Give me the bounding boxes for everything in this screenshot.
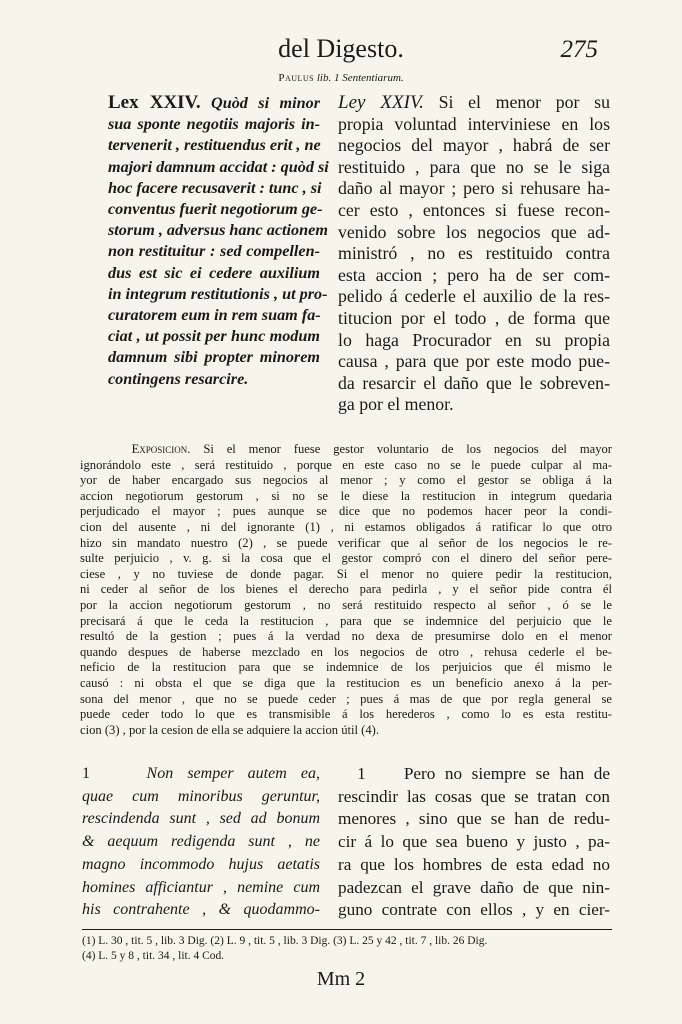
latin-law-heading: Lex XXIV.: [108, 92, 201, 113]
exposicion-line: ni ceder al señor de los bienes el derecho para pedirla , y el señor pide contra él: [80, 582, 612, 597]
latin-law-line: Lex XXIV. Quòd si minor: [108, 92, 321, 113]
exposicion-line: cion (3) , por la cesion de ella se adquiere la accion útil (4).: [80, 722, 379, 737]
spanish-law-line: daño al mayor ; pero si rehusare ha-: [338, 178, 610, 199]
exposicion-line: sulte perjuicio , v. g. si la cosa que el gestor compró con el dinero del señor pere-: [80, 551, 612, 566]
exposicion-line: cion del ausente , ni del ignorante (1) , ni estamos obligados á ratificar lo que otro: [80, 519, 612, 534]
spanish-paragraph-line: menores , sino que se han de redu-: [338, 809, 610, 829]
exposicion-line: precisará á que le ceda la restitucion , para que se indemnice del perjuicio que le: [80, 613, 612, 628]
latin-paragraph-line: homines afficiantur , nemine cum: [82, 878, 320, 896]
latin-paragraph-line: his contrahente , & quodammo-: [82, 901, 320, 919]
latin-law-line: curatorem eum in rem suam fa-: [108, 306, 321, 325]
exposicion-line: quando despues de haberse mezclado en los negocios de otro , rehusa cederle el be-: [80, 644, 612, 659]
running-title: del Digesto.: [278, 34, 404, 63]
page-header: [0, 30, 682, 70]
spanish-law-line: lo haga Procurador en su propia: [338, 329, 610, 350]
footnotes: [82, 934, 612, 964]
spanish-law-line: esta accion ; pero ha de ser com-: [338, 264, 610, 285]
spanish-law-line: restituido , para que no se le siga: [338, 156, 610, 177]
spanish-paragraph-line: guno contrate con ellos , y en cier-: [338, 900, 610, 920]
latin-law-line: contingens resarcire.: [108, 369, 249, 388]
spanish-law-line: da resarcir el daño que le sobreven-: [338, 372, 610, 393]
spanish-law-line: propia voluntad interviniese en los: [338, 113, 610, 134]
footnote: (1) L. 30 , tit. 5 , lib. 3 Dig. (2) L. 9 , tit. 5 , lib. 3 Dig. (3) L. 25 y 42 , tit. 7 , lib. 26 Dig.: [82, 935, 488, 947]
latin-paragraph-line: rescindenda sunt , sed ad bonum: [82, 810, 320, 828]
page-number: 275: [560, 36, 598, 63]
spanish-law-line: ga por el menor.: [338, 394, 454, 415]
spanish-paragraph-line: ra que los hombres de esta edad no: [338, 854, 610, 874]
paragraph-number: 1: [357, 764, 366, 783]
footnote: (4) L. 5 y 8 , tit. 34 , lit. 4 Cod.: [82, 950, 225, 962]
latin-law-line: conventus fuerit negotiorum ge-: [108, 200, 323, 219]
source-author: Paulus: [278, 72, 315, 84]
source-citation: [0, 72, 682, 84]
spanish-law-line: negocios del mayor , habrá de ser: [338, 135, 610, 156]
spanish-law-line: cer esto , entonces si fuese recon-: [338, 199, 610, 220]
latin-law-line: storum , adversus hanc actionem: [108, 221, 328, 240]
spanish-paragraph-line: cir á lo que sea bueno y justo , pa-: [338, 832, 610, 852]
latin-law-line: dus est sic ei cedere auxilium: [108, 263, 320, 282]
exposicion-line: Exposicion. Si el menor fuese gestor voluntario de los negocios del mayor: [131, 442, 612, 456]
exposicion-line: accion negotiorum gestorum , si no se le diese la restitucion in integrum quedaria: [80, 488, 612, 503]
spanish-law-line: causa , para que por este modo pue-: [338, 351, 610, 372]
latin-paragraph-line: magno incommodo hujus aetatis: [82, 855, 320, 873]
spanish-paragraph-line: padezcan el grave daño de que nin-: [338, 877, 610, 897]
exposicion-line: ciese , y no tuviese de donde pagar. Si el menor no quiere pedir la restitucion,: [80, 566, 612, 581]
spanish-law-heading: Ley XXIV.: [338, 92, 424, 113]
spanish-law-line: Ley XXIV. Si el menor por su: [338, 92, 610, 113]
latin-paragraph-1: [82, 763, 320, 922]
spanish-law-line: titucion por el todo , de forma que: [338, 307, 610, 328]
spanish-law-text: [338, 92, 610, 416]
source-work: lib. 1 Sententiarum.: [316, 72, 404, 84]
exposicion-label: Exposicion.: [131, 442, 191, 456]
exposicion-line: sona del menor , que no se puede ceder ; pues á mas de que por regla general se: [80, 691, 612, 706]
exposicion-line: neficio de la restitucion para que se indemnice de los perjuicios que él mismo le: [80, 660, 612, 675]
latin-law-line: hoc facere recusaverit : tunc , si: [108, 178, 322, 197]
paragraph-number: 1: [82, 765, 90, 782]
exposicion-line: perjudicado el mayor ; pues aunque se dice que no podemos hacer peor la condi-: [80, 504, 612, 519]
footnote-divider: [82, 929, 612, 930]
spanish-paragraph-line: 1 Pero no siempre se han de: [357, 764, 611, 783]
spanish-law-line: pelido á cederle el auxilio de la res-: [338, 286, 610, 307]
spanish-law-line: ministró , no es restituido contra: [338, 243, 610, 264]
latin-law-text: [108, 92, 329, 390]
exposicion-line: ignorándolo este , será restituido , porque en este caso no se le puede culpar al ma-: [80, 457, 612, 472]
spanish-law-line: venido sobre los negocios que ad-: [338, 221, 610, 242]
exposicion-line: puede ceder todo lo que es transmisible á los herederos , como lo es esta restitu-: [80, 707, 612, 722]
latin-law-line: non restituitur : sed compellen-: [108, 242, 320, 261]
latin-law-line: tervenerit , restituendus erit , ne: [108, 136, 321, 155]
exposicion-line: causó : ni obsta el que se diga que la restitucion es un beneficio anexo á la per-: [80, 675, 612, 690]
latin-paragraph-line: quae cum minoribus geruntur,: [82, 787, 320, 805]
exposicion-line: hizo sin mandato nuestro (2) , se puede verificar que al señor de los negocios le re-: [80, 535, 612, 550]
latin-paragraph-line: & aequum redigenda sunt , ne: [82, 833, 320, 851]
latin-law-line: sua sponte negotiis majoris in-: [108, 115, 320, 134]
exposicion-line: yor de haber encargado sus negocios al menor ; y como el gestor se obliga á la: [80, 473, 612, 488]
latin-law-line: ciat , ut possit per hunc modum: [108, 327, 320, 346]
spanish-paragraph-1: [338, 763, 610, 922]
latin-law-line: in integrum restitutionis , ut pro-: [108, 284, 328, 303]
exposicion-line: resultó de la gestion ; pues á la verdad no dexa de presumirse dolo en el menor: [80, 629, 612, 644]
latin-law-line: majori damnum accidat : quòd si: [108, 157, 329, 176]
spanish-paragraph-line: rescindir las cosas que se tratan con: [338, 786, 610, 806]
latin-paragraph-line: 1 Non semper autem ea,: [82, 765, 321, 782]
exposicion-commentary: [80, 442, 612, 738]
exposicion-line: por la accion negotiorum gestorum , no será restituido respecto al señor , ó se le: [80, 597, 612, 612]
latin-law-line: damnum sibi propter minorem: [108, 348, 320, 367]
signature-mark: Mm 2: [316, 968, 366, 990]
